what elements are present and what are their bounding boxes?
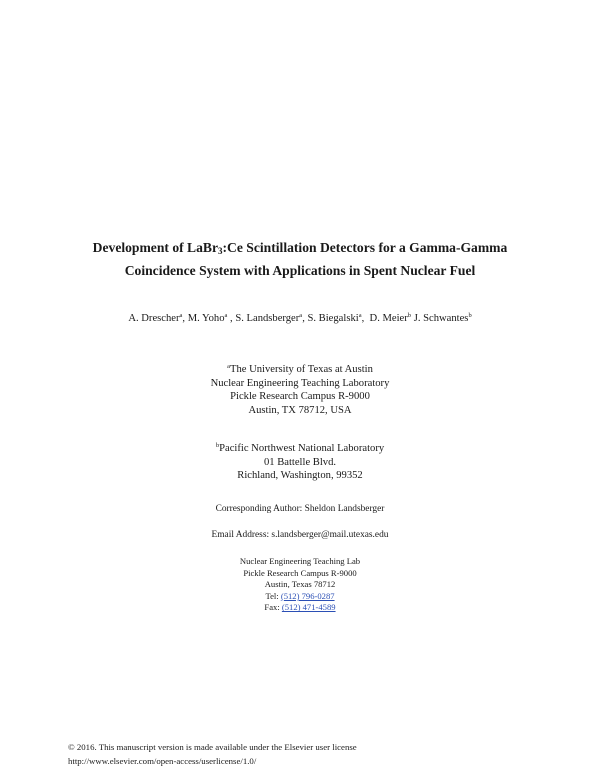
contact-line: Nuclear Engineering Teaching Lab [239, 556, 361, 566]
author-affiliation-mark: a [358, 312, 362, 319]
contact-fax: Fax: (512) 471-4589 [264, 602, 336, 613]
author-affiliation-mark: b [468, 312, 472, 319]
title-subscript: 3 [218, 246, 223, 256]
affiliation-line: Richland, Washington, 99352 [237, 470, 363, 482]
contact-tel: Tel: (512) 796-0287 [265, 590, 335, 601]
author-affiliation-mark: b [407, 312, 412, 319]
corresponding-email: Email Address: s.landsberger@mail.utexas.edu [211, 530, 389, 540]
title-line-1: Development of LaBr$_3$:Ce Scintillation Detectors for a Gamma-Gamma [92, 240, 508, 256]
affiliation-mark: a [227, 363, 230, 370]
affiliation-a [0, 360, 600, 417]
affiliation-line: Nuclear Engineering Teaching Laboratory [210, 377, 390, 389]
affiliation-mark: b [215, 442, 220, 449]
license-url: http://www.elsevier.com/open-access/userlicense/1.0/ [68, 755, 257, 766]
fax-link[interactable]: (512) 471-4589 [281, 602, 336, 613]
title-line-2: Coincidence System with Applications in Spent Nuclear Fuel [124, 263, 476, 278]
paper-title [40, 238, 560, 280]
affiliation-line: Pickle Research Campus R-9000 [230, 391, 370, 403]
corresponding-author: Corresponding Author: Sheldon Landsberger [215, 504, 385, 514]
author-name: J. Schwantes [413, 313, 469, 324]
contact-line: Austin, Texas 78712 [264, 579, 336, 590]
author-list: A. Drescher$^a$, M. Yoho$^a$ , S. Landsberger$^a$, S. Biegalski$^a$, D. Meier$^b$ J. Schwantes$^b$ [128, 312, 472, 324]
tel-link[interactable]: (512) 796-0287 [280, 590, 335, 601]
affiliation-b [0, 439, 600, 483]
author-affiliation-mark: a [299, 312, 303, 319]
author-name: S. Biegalski [307, 313, 359, 324]
contact-block [0, 556, 600, 614]
author-name: D. Meier [369, 313, 408, 324]
author-name: S. Landsberger [235, 313, 300, 324]
affiliation-line: Austin, TX 78712, USA [248, 404, 352, 416]
license-text: © 2016. This manuscript version is made available under the Elsevier user license [68, 742, 357, 752]
author-affiliation-mark: a [179, 312, 183, 319]
affiliation-line: The University of Texas at Austin [229, 364, 373, 375]
affiliation-line: 01 Battelle Blvd. [263, 456, 337, 468]
author-name: A. Drescher [128, 313, 180, 324]
author-affiliation-mark: a [224, 312, 228, 319]
license-footer [68, 741, 357, 768]
affiliation-line: Pacific Northwest National Laboratory [219, 443, 385, 454]
author-name: M. Yoho [187, 313, 225, 324]
contact-line: Pickle Research Campus R-9000 [243, 567, 357, 578]
